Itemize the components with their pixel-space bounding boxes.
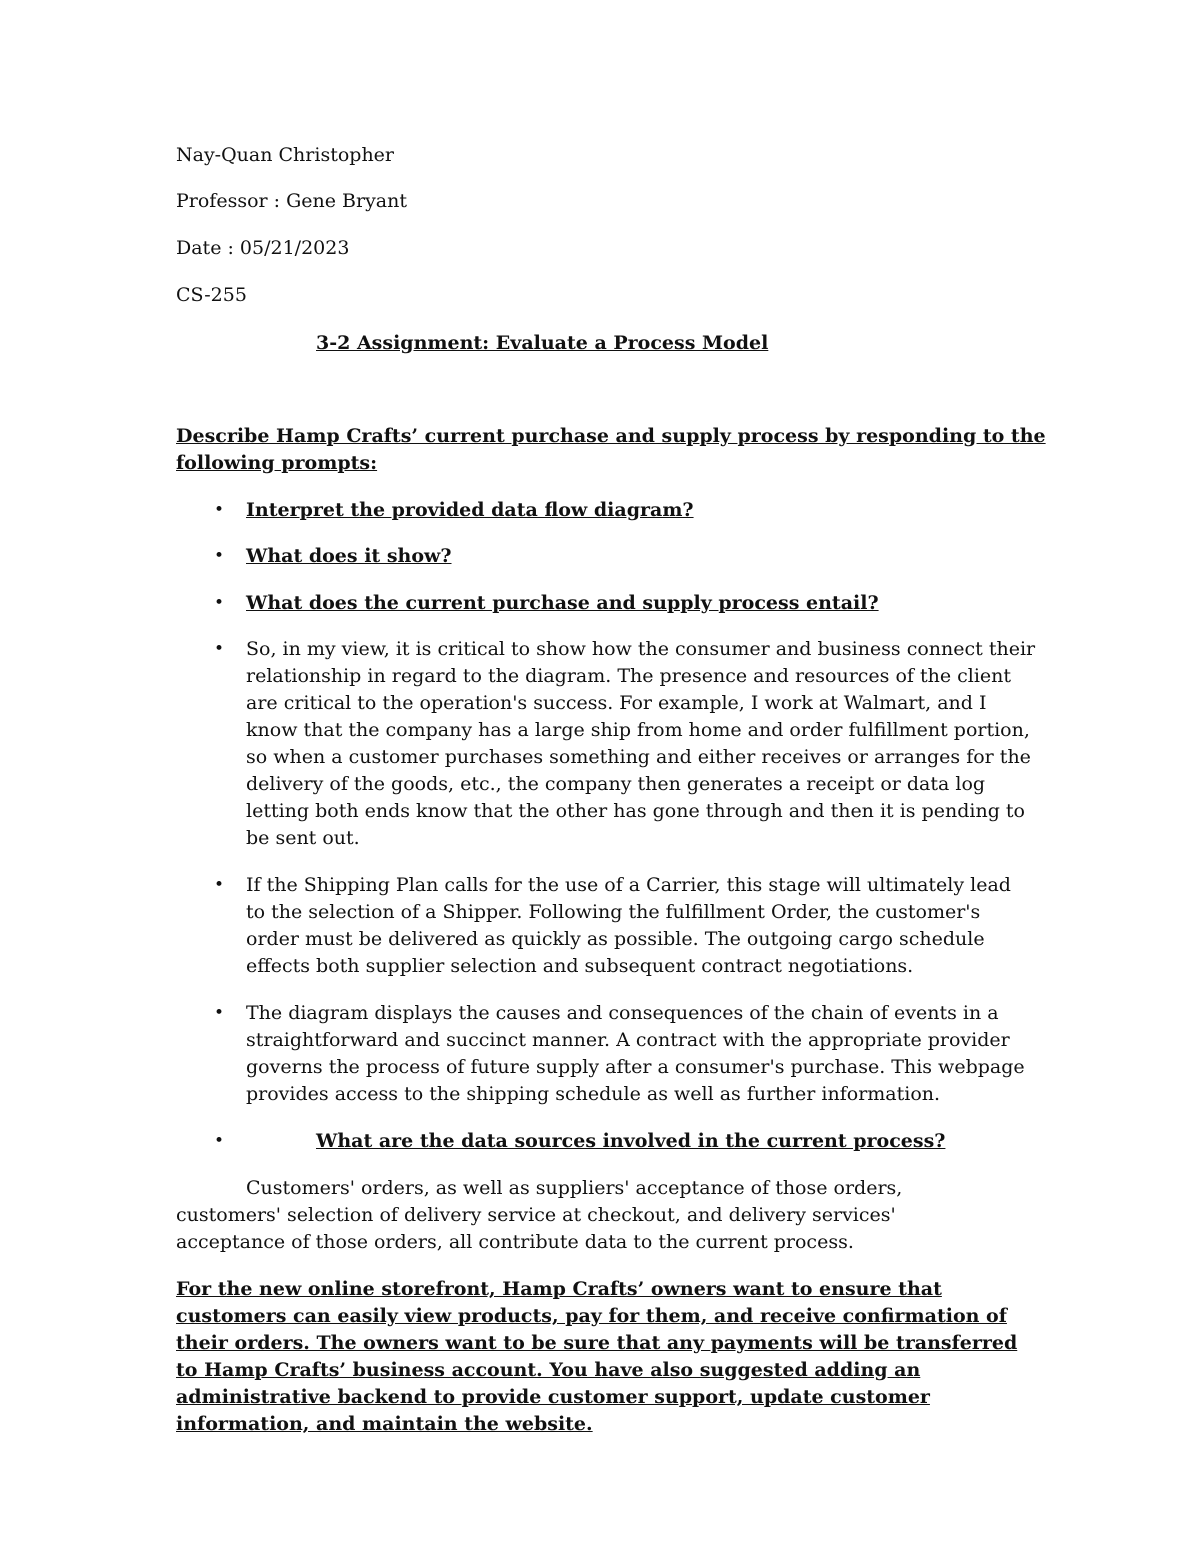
prompt-heading-line-2: following prompts: — [176, 452, 378, 474]
data-sources-answer: Customers' orders, as well as suppliers' acceptance of those orders, customers' selection of delivery service at checkout, and delivery services' acceptance of those orders, all contribute data to the current process. — [176, 1177, 903, 1253]
question-interpret: Interpret the provided data flow diagram? — [246, 499, 694, 521]
bullet-icon: • — [214, 546, 225, 566]
storefront-prompt: For the new online storefront, Hamp Crafts’ owners want to ensure that customers can easily view products, pay for them, and receive confirmation of their orders. The owners want to be sure that any payments will be transferred to Hamp Crafts’ business account. You have also suggested adding an administrative backend to provide customer support, update customer information, and maintain the website. — [176, 1278, 1018, 1435]
answer-paragraph-2: If the Shipping Plan calls for the use of a Carrier, this stage will ultimately lead to the selection of a Shipper. Following the fulfillment Order, the customer's order must be delivered as quickly as possible. The outgoing cargo schedule effects both supplier selection and subsequent contract negotiations. — [246, 874, 1011, 977]
bullet-icon: • — [214, 875, 225, 895]
question-data-sources: What are the data sources involved in the current process? — [316, 1130, 946, 1152]
question-process-entail: What does the current purchase and supply process entail? — [246, 592, 879, 614]
answer-paragraph-3: The diagram displays the causes and consequences of the chain of events in a straightforward and succinct manner. A contract with the appropriate provider governs the process of future supply after a consumer's purchase. This webpage provides access to the shipping schedule as well as further information. — [246, 1002, 1025, 1105]
date-line: Date : 05/21/2023 — [176, 237, 350, 259]
assignment-title: 3-2 Assignment: Evaluate a Process Model — [316, 332, 769, 354]
question-what-shows: What does it show? — [246, 545, 452, 567]
bullet-icon: • — [214, 1003, 225, 1023]
course-code: CS-255 — [176, 284, 247, 306]
author-name: Nay-Quan Christopher — [176, 144, 395, 166]
answer-paragraph-1: So, in my view, it is critical to show how the consumer and business connect their relationship in regard to the diagram. The presence and resources of the client are critical to the operation's success. For example, I work at Walmart, and I know that the company has a large ship from home and order fulfillment portion, so when a customer purchases something and either receives or arranges for the delivery of the goods, etc., the company then generates a receipt or data log letting both ends know that the other has gone through and then it is pending to be sent out. — [246, 638, 1036, 849]
bullet-icon: • — [214, 639, 225, 659]
bullet-icon: • — [214, 500, 225, 520]
professor-line: Professor : Gene Bryant — [176, 190, 408, 212]
prompt-heading-line-1: Describe Hamp Crafts’ current purchase and supply process by responding to the — [176, 425, 1046, 447]
bullet-icon: • — [214, 593, 225, 613]
bullet-icon: • — [214, 1131, 225, 1151]
